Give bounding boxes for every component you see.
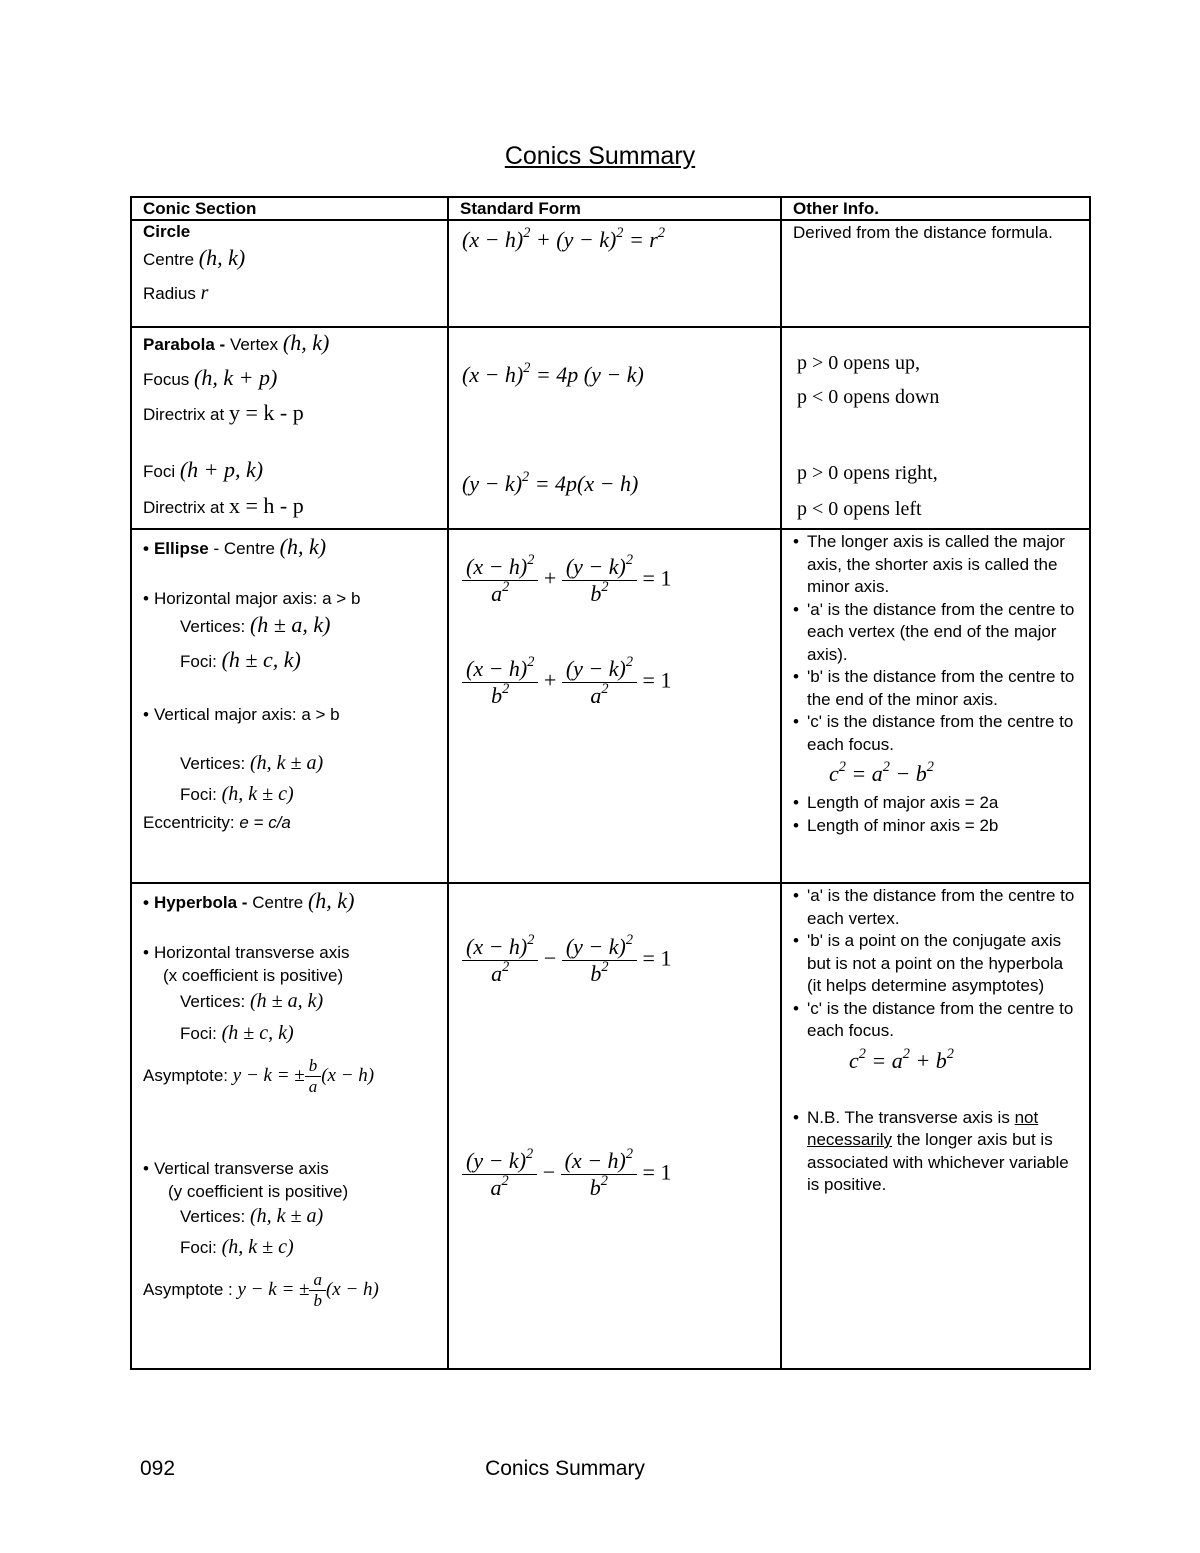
parabola-focus: (h, k + p) bbox=[194, 365, 278, 390]
hyperbola-form-horizontal: $\frac{(x - h)^2}{a^2}$ − $\frac{(y - k)^2}{b^2}$ = 1 bbox=[462, 934, 671, 987]
ellipse-eccentricity: e = c/a bbox=[239, 813, 291, 832]
ellipse-relation: $c^2 = a^2 - b^2$ bbox=[829, 759, 934, 786]
hyperbola-note-list bbox=[793, 1107, 1078, 1197]
circle-info-cell bbox=[781, 220, 1090, 327]
parabola-directrix2-label: Directrix at bbox=[143, 498, 225, 517]
list-item: • Length of major axis = 2a bbox=[793, 792, 1078, 815]
list-item: • 'c' is the distance from the centre to each focus. bbox=[793, 998, 1078, 1043]
header-conic-section: Conic Section bbox=[131, 197, 448, 220]
ellipse-length-list bbox=[793, 792, 1078, 837]
ellipse-horizontal-label: • Horizontal major axis: a > b bbox=[143, 589, 360, 608]
underlined-text: not necessarily bbox=[807, 1107, 1039, 1149]
hyperbola-vertical-note: (y coefficient is positive) bbox=[168, 1182, 349, 1201]
parabola-info-right: p > 0 opens right, bbox=[797, 462, 938, 484]
ellipse-vertical-foci-label: Foci: bbox=[180, 785, 217, 804]
ellipse-row bbox=[131, 529, 1090, 883]
list-item: • 'c' is the distance from the centre to each focus. bbox=[793, 711, 1078, 756]
ellipse-info-list bbox=[793, 531, 1078, 756]
hyperbola-vertical-foci-label: Foci: bbox=[180, 1238, 217, 1257]
parabola-form-cell bbox=[448, 327, 781, 529]
parabola-info-cell bbox=[781, 327, 1090, 529]
hyperbola-name: • Hyperbola - bbox=[143, 893, 247, 912]
header-other-info: Other Info. bbox=[781, 197, 1090, 220]
list-item: • 'a' is the distance from the centre to each vertex. bbox=[793, 885, 1078, 930]
conics-table bbox=[130, 196, 1091, 1370]
parabola-focus-label: Focus bbox=[143, 370, 190, 389]
parabola-foci-label: Foci bbox=[143, 462, 176, 481]
circle-section-cell bbox=[131, 220, 448, 327]
hyperbola-centre: (h, k) bbox=[307, 888, 355, 913]
parabola-form-horizontal: $(y - k)^2 = 4p(x - h)$ bbox=[462, 469, 639, 496]
ellipse-eccentricity-label: Eccentricity: bbox=[143, 813, 235, 832]
hyperbola-horizontal-note: (x coefficient is positive) bbox=[163, 966, 344, 985]
list-item: • Length of minor axis = 2b bbox=[793, 815, 1078, 838]
ellipse-info-cell bbox=[781, 529, 1090, 883]
circle-row bbox=[131, 220, 1090, 327]
list-item: • 'b' is a point on the conjugate axis but is not a point on the hyperbola (it helps determine asymptotes) bbox=[793, 930, 1078, 998]
circle-radius-label: Radius bbox=[143, 284, 196, 303]
ellipse-horizontal-foci-label: Foci: bbox=[180, 652, 217, 671]
parabola-section-cell bbox=[131, 327, 448, 529]
hyperbola-form-cell bbox=[448, 883, 781, 1369]
ellipse-centre: (h, k) bbox=[279, 534, 327, 559]
ellipse-horizontal-foci: (h ± c, k) bbox=[221, 647, 301, 672]
hyperbola-form-vertical: $\frac{(y - k)^2}{a^2}$ − $\frac{(x - h)^2}{b^2}$ = 1 bbox=[462, 1148, 671, 1201]
ellipse-form-vertical: $\frac{(x - h)^2}{b^2}$ + $\frac{(y - k)^2}{a^2}$ = 1 bbox=[462, 656, 671, 709]
ellipse-vertical-foci: (h, k ± c) bbox=[221, 783, 294, 805]
parabola-vertex-label: Vertex bbox=[229, 335, 279, 354]
parabola-directrix2: x = h - p bbox=[228, 493, 304, 518]
hyperbola-centre-label: Centre bbox=[252, 893, 304, 912]
header-standard-form: Standard Form bbox=[448, 197, 781, 220]
hyperbola-relation: $c^2 = a^2 + b^2$ bbox=[849, 1045, 954, 1073]
circle-form-cell bbox=[448, 220, 781, 327]
hyperbola-info-cell bbox=[781, 883, 1090, 1369]
footer-title: Conics Summary bbox=[485, 1457, 645, 1480]
ellipse-form-cell bbox=[448, 529, 781, 883]
circle-centre: (h, k) bbox=[198, 245, 246, 270]
parabola-info-up: p > 0 opens up, bbox=[797, 352, 920, 374]
ellipse-centre-label: - Centre bbox=[213, 539, 275, 558]
hyperbola-horizontal-label: • Horizontal transverse axis bbox=[143, 943, 350, 962]
hyperbola-vertical-vertices-label: Vertices: bbox=[180, 1207, 246, 1226]
list-item: • 'b' is the distance from the centre to the end of the minor axis. bbox=[793, 666, 1078, 711]
circle-centre-label: Centre bbox=[143, 250, 195, 269]
parabola-row bbox=[131, 327, 1090, 529]
parabola-form-vertical: $(x - h)^2 = 4p$ (y − k) bbox=[462, 360, 644, 387]
hyperbola-horizontal-foci: (h ± c, k) bbox=[221, 1022, 294, 1044]
parabola-info-left: p < 0 opens left bbox=[797, 498, 922, 520]
ellipse-vertical-vertices-label: Vertices: bbox=[180, 754, 246, 773]
circle-info: Derived from the distance formula. bbox=[793, 223, 1053, 242]
ellipse-form-horizontal: $\frac{(x - h)^2}{a^2}$ + $\frac{(y - k)^2}{b^2}$ = 1 bbox=[462, 554, 671, 607]
hyperbola-asymptote-2: Asymptote : y − k = ± $\frac{a}{b}$ (x − h) bbox=[143, 1270, 379, 1310]
ellipse-name: • Ellipse bbox=[143, 539, 209, 558]
ellipse-horizontal-vertices-label: Vertices: bbox=[180, 617, 246, 636]
list-item: • The longer axis is called the major axis, the shorter axis is called the minor axis. bbox=[793, 531, 1078, 599]
parabola-vertex: (h, k) bbox=[282, 330, 330, 355]
hyperbola-section-cell bbox=[131, 883, 448, 1369]
parabola-info-down: p < 0 opens down bbox=[797, 386, 940, 408]
hyperbola-nb-note: • N.B. The transverse axis is not necessarily the longer axis but is associated with whichever variable is positive. bbox=[793, 1107, 1078, 1197]
ellipse-horizontal-vertices: (h ± a, k) bbox=[249, 612, 331, 637]
parabola-name: Parabola - bbox=[143, 335, 226, 354]
parabola-foci: (h + p, k) bbox=[179, 457, 264, 482]
parabola-directrix1-label: Directrix at bbox=[143, 405, 225, 424]
circle-standard-form: $(x - h)^2 + (y - k)^2 = r^2$ bbox=[462, 225, 666, 252]
circle-radius: r bbox=[200, 282, 209, 304]
hyperbola-info-list bbox=[793, 885, 1078, 1043]
hyperbola-vertical-label: • Vertical transverse axis bbox=[143, 1159, 329, 1178]
hyperbola-row bbox=[131, 883, 1090, 1369]
footer-page-number: 092 bbox=[140, 1457, 176, 1480]
hyperbola-asymptote-1: Asymptote: y − k = ± $\frac{b}{a}$ (x − h) bbox=[143, 1056, 375, 1096]
ellipse-section-cell bbox=[131, 529, 448, 883]
parabola-directrix1: y = k - p bbox=[228, 400, 304, 425]
ellipse-vertical-label: • Vertical major axis: a > b bbox=[143, 705, 340, 724]
hyperbola-vertical-foci: (h, k ± c) bbox=[221, 1236, 294, 1258]
list-item: • 'a' is the distance from the centre to each vertex (the end of the major axis). bbox=[793, 599, 1078, 667]
header-row bbox=[131, 197, 1090, 220]
page-title: Conics Summary bbox=[504, 142, 696, 170]
ellipse-vertical-vertices: (h, k ± a) bbox=[249, 752, 324, 774]
hyperbola-vertical-vertices: (h, k ± a) bbox=[249, 1205, 324, 1227]
circle-name: Circle bbox=[143, 222, 191, 241]
hyperbola-horizontal-vertices: (h ± a, k) bbox=[249, 990, 324, 1012]
hyperbola-horizontal-vertices-label: Vertices: bbox=[180, 992, 246, 1011]
hyperbola-horizontal-foci-label: Foci: bbox=[180, 1024, 217, 1043]
